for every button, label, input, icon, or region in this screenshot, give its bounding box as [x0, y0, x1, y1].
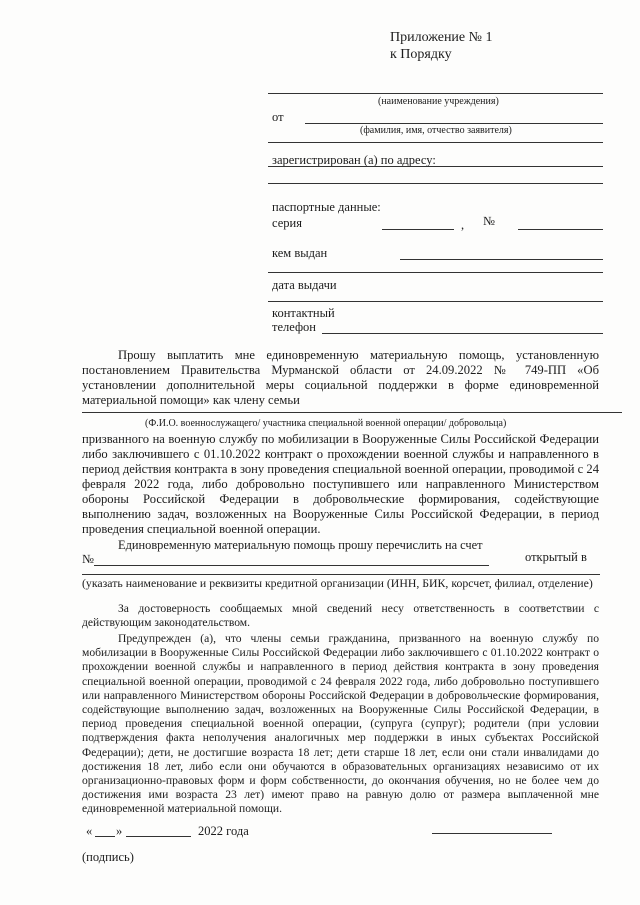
signature-field[interactable]	[432, 833, 552, 834]
bank-field[interactable]	[82, 574, 600, 575]
issued-by-field[interactable]	[400, 259, 603, 260]
address-line-1[interactable]	[268, 166, 603, 167]
issue-date-field[interactable]	[268, 301, 603, 302]
institution-caption: (наименование учреждения)	[378, 96, 499, 107]
account-number-field[interactable]	[94, 565, 489, 566]
issued-by-label: кем выдан	[272, 246, 328, 260]
applicant-name-caption: (фамилия, имя, отчество заявителя)	[360, 125, 512, 136]
applicant-name-line-2[interactable]	[268, 142, 603, 143]
phone-label-1: контактный	[272, 306, 335, 320]
passport-series-field[interactable]	[382, 229, 454, 230]
from-label: от	[272, 110, 284, 124]
passport-number-field[interactable]	[518, 229, 603, 230]
account-prefix: №	[82, 552, 94, 566]
passport-label: паспортные данные:	[272, 200, 381, 214]
signature-caption: (подпись)	[82, 850, 134, 864]
issued-by-line-2[interactable]	[268, 272, 603, 273]
issue-date-label: дата выдачи	[272, 278, 337, 292]
institution-line[interactable]	[268, 93, 603, 94]
comma-separator: ,	[461, 218, 465, 232]
date-open-quote: «	[86, 824, 93, 838]
registered-label: зарегистрирован (а) по адресу:	[272, 153, 436, 167]
responsibility-paragraph: За достоверность сообщаемых мной сведений несу ответственность в соответствии с действующим законодательством.	[82, 602, 599, 630]
phone-label-2: телефон	[272, 320, 316, 334]
series-label: серия	[272, 216, 302, 230]
request-paragraph: Прошу выплатить мне единовременную материальную помощь, установленную постановлением Правительства Мурманской области от 24.09.2022 № 749-ПП «Об установлении дополнительной меры социальной поддержки в форме единовременной материальной помощи» как члену семьи	[82, 348, 599, 407]
applicant-name-line[interactable]	[305, 123, 603, 124]
number-label: №	[483, 214, 495, 228]
address-line-2[interactable]	[268, 183, 603, 184]
mobilized-paragraph: призванного на военную службу по мобилизации в Вооруженные Силы Российской Федерации либо заключившего с 01.10.2022 контракт о прохождении военной службы и направленного в период действия контракта в зону проведения специальной военной операции, проводимой с 24 февраля 2022 года, либо добровольно поступившего или направленного Министерством обороны Российской Федерации в добровольческие формирования, содействующие выполнению задач, возложенных на Вооруженные Силы Российской Федерации, в период проведения специальной военной операции.	[82, 432, 599, 536]
appendix-title: Приложение № 1	[390, 30, 493, 45]
date-month-field[interactable]	[126, 836, 191, 837]
phone-field[interactable]	[322, 333, 603, 334]
transfer-text: Единовременную материальную помощь прошу перечислить на счет	[118, 538, 483, 552]
appendix-subtitle: к Порядку	[390, 47, 452, 62]
date-day-field[interactable]	[95, 836, 115, 837]
bank-caption: (указать наименование и реквизиты кредитной организации (ИНН, БИК, корсчет, филиал, отделение)	[82, 576, 593, 590]
opened-in-label: открытый в	[525, 550, 587, 564]
warning-paragraph: Предупрежден (а), что члены семьи гражданина, призванного на военную службу по мобилизации в Вооруженные Силы Российской Федерации либо заключившего с 01.10.2022 контракт о прохождении военной службы и направленного в период действия контракта в зону проведения специальной военной операции, проводимой с 24 февраля 2022 года, либо добровольно поступившего или направленного Министерством обороны Российской Федерации в добровольческие формирования, содействующие выполнению задач, возложенных на Вооруженные Силы Российской Федерации, в период проведения специальной военной операции, (супруга (супруг); родители (при условии подтверждения факта неполучения аналогичных мер поддержки в иных субъектах Российской Федерации); дети, не достигшие возраста 18 лет; дети старше 18 лет, если они стали инвалидами до достижения 18 лет, либо если они обучаются в образовательных организациях независимо от их организационно-правовых форм и форм собственности, до окончания обучения, но не более чем до достижения ими возраста 23 лет) имеют право на равную долю от размера выплаченной мне единовременной материальной помощи.	[82, 632, 599, 816]
fio-caption: (Ф.И.О. военнослужащего/ участника специальной военной операции/ добровольца)	[145, 418, 507, 429]
date-year-text: 2022 года	[198, 824, 249, 838]
date-close-quote: »	[116, 824, 123, 838]
fio-field[interactable]	[82, 412, 622, 413]
